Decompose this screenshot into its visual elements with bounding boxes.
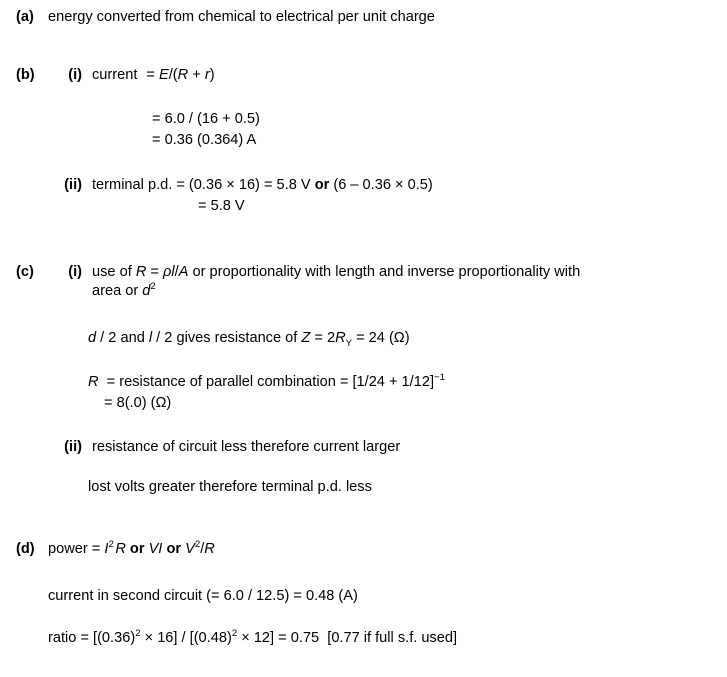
z-value: = 24 (Ω) bbox=[352, 330, 410, 346]
resistance-symbol: R bbox=[204, 541, 215, 557]
paren-close: ) bbox=[209, 67, 215, 83]
ratio-alternative-note: [0.77 if full s.f. used] bbox=[327, 630, 458, 646]
terminal-pd-lead: terminal p.d. = (0.36 × 16) = 5.8 V bbox=[92, 177, 311, 193]
voltage-current-symbol: VI bbox=[148, 541, 163, 557]
part-a-label: (a) bbox=[16, 9, 34, 25]
part-d-ratio-line bbox=[48, 629, 457, 648]
part-b-ii-eq2: = 5.8 V bbox=[198, 198, 245, 214]
length-symbol: l bbox=[148, 330, 153, 346]
or-keyword-1: or bbox=[314, 177, 330, 193]
part-c-i-result-line: = 8(.0) (Ω) bbox=[104, 395, 172, 411]
divide-slash: / bbox=[168, 67, 173, 83]
emf-symbol: E bbox=[159, 67, 169, 83]
part-b-ii-terminal-pd bbox=[92, 176, 433, 195]
use-of-prefix: use of bbox=[92, 264, 136, 280]
part-d-second-circuit-current: current in second circuit (= 6.0 / 12.5) = 0.48 (A) bbox=[48, 588, 358, 604]
proportionality-text: or proportionality with length and inverse proportionality with area or bbox=[92, 264, 581, 300]
part-c-ii-line2: lost volts greater therefore terminal p.d. less bbox=[88, 479, 372, 495]
ratio-prefix: ratio = [(0.36) bbox=[48, 630, 136, 646]
part-c-i-resistivity-statement bbox=[92, 263, 592, 302]
part-c-i-halving-line bbox=[88, 329, 410, 348]
z-resistance-symbol: Z bbox=[301, 330, 311, 346]
diameter-symbol: d bbox=[142, 283, 151, 300]
part-b-label: (b) bbox=[16, 67, 35, 83]
resistance-symbol: R bbox=[115, 541, 126, 557]
or-keyword-3: or bbox=[166, 541, 182, 557]
halving-text-1: / 2 and bbox=[96, 330, 149, 346]
part-a-row bbox=[16, 8, 435, 27]
paren-open: ( bbox=[172, 67, 178, 83]
current-symbol: I bbox=[104, 541, 109, 557]
voltage-exponent: 2 bbox=[194, 539, 201, 551]
divide-slash: / bbox=[200, 541, 205, 557]
part-c-i-label: (i) bbox=[68, 264, 82, 280]
resistance-symbol: R bbox=[135, 264, 147, 280]
part-b-ii-row bbox=[16, 176, 433, 195]
halving-text-2: / 2 gives resistance of bbox=[152, 330, 302, 346]
diameter-exponent: 2 bbox=[150, 281, 156, 293]
ratio-exponent-1: 2 bbox=[135, 628, 141, 640]
or-keyword-2: or bbox=[129, 541, 145, 557]
diameter-symbol: d bbox=[88, 330, 97, 346]
part-c-ii-label: (ii) bbox=[64, 439, 82, 455]
current-eq-prefix: = bbox=[146, 67, 159, 83]
part-b-i-eq3: = 0.36 (0.364) A bbox=[152, 132, 257, 148]
part-a-answer: energy converted from chemical to electrical per unit charge bbox=[48, 9, 435, 25]
part-d-power-equation bbox=[48, 540, 215, 559]
plus-operator: + bbox=[188, 67, 205, 83]
part-b-ii-label: (ii) bbox=[64, 177, 82, 193]
power-prefix: power = bbox=[48, 541, 105, 557]
part-c-i-parallel-line bbox=[88, 373, 445, 392]
ry-subscript: Y bbox=[345, 337, 353, 349]
part-b-i-current-equation bbox=[92, 66, 215, 85]
voltage-symbol: V bbox=[185, 541, 195, 557]
resistance-symbol: R bbox=[177, 67, 189, 83]
part-d-label: (d) bbox=[16, 541, 35, 557]
area-symbol: A bbox=[178, 264, 189, 280]
part-c-ii-row bbox=[16, 438, 400, 457]
current-exponent: 2 bbox=[108, 539, 114, 551]
part-c-row bbox=[16, 263, 592, 302]
resistance-symbol: R bbox=[88, 374, 99, 390]
part-d-row bbox=[16, 540, 215, 559]
rho-symbol: ρ bbox=[163, 264, 172, 280]
part-c-label: (c) bbox=[16, 264, 34, 280]
ratio-mid-2: × 12] = 0.75 bbox=[237, 630, 320, 646]
length-symbol: l bbox=[171, 264, 175, 280]
parallel-combination-text: = resistance of parallel combination = [1/24 + 1/12] bbox=[102, 374, 435, 390]
part-b-row bbox=[16, 66, 215, 85]
equals-sign: = bbox=[146, 264, 163, 280]
part-b-i-label: (i) bbox=[68, 67, 82, 83]
ratio-exponent-2: 2 bbox=[231, 628, 238, 640]
ratio-mid-1: × 16] / [(0.48) bbox=[140, 630, 232, 646]
terminal-pd-alt: (6 – 0.36 × 0.5) bbox=[333, 177, 433, 193]
equals-two: = 2 bbox=[310, 330, 336, 346]
internal-resistance-symbol: r bbox=[204, 67, 210, 83]
inverse-exponent: −1 bbox=[434, 372, 445, 384]
part-c-ii-line1: resistance of circuit less therefore current larger bbox=[92, 439, 401, 455]
current-lead: current bbox=[92, 67, 138, 83]
part-b-i-eq2: = 6.0 / (16 + 0.5) bbox=[152, 111, 260, 127]
ry-symbol: R bbox=[335, 330, 346, 346]
divide-slash: / bbox=[174, 264, 179, 280]
